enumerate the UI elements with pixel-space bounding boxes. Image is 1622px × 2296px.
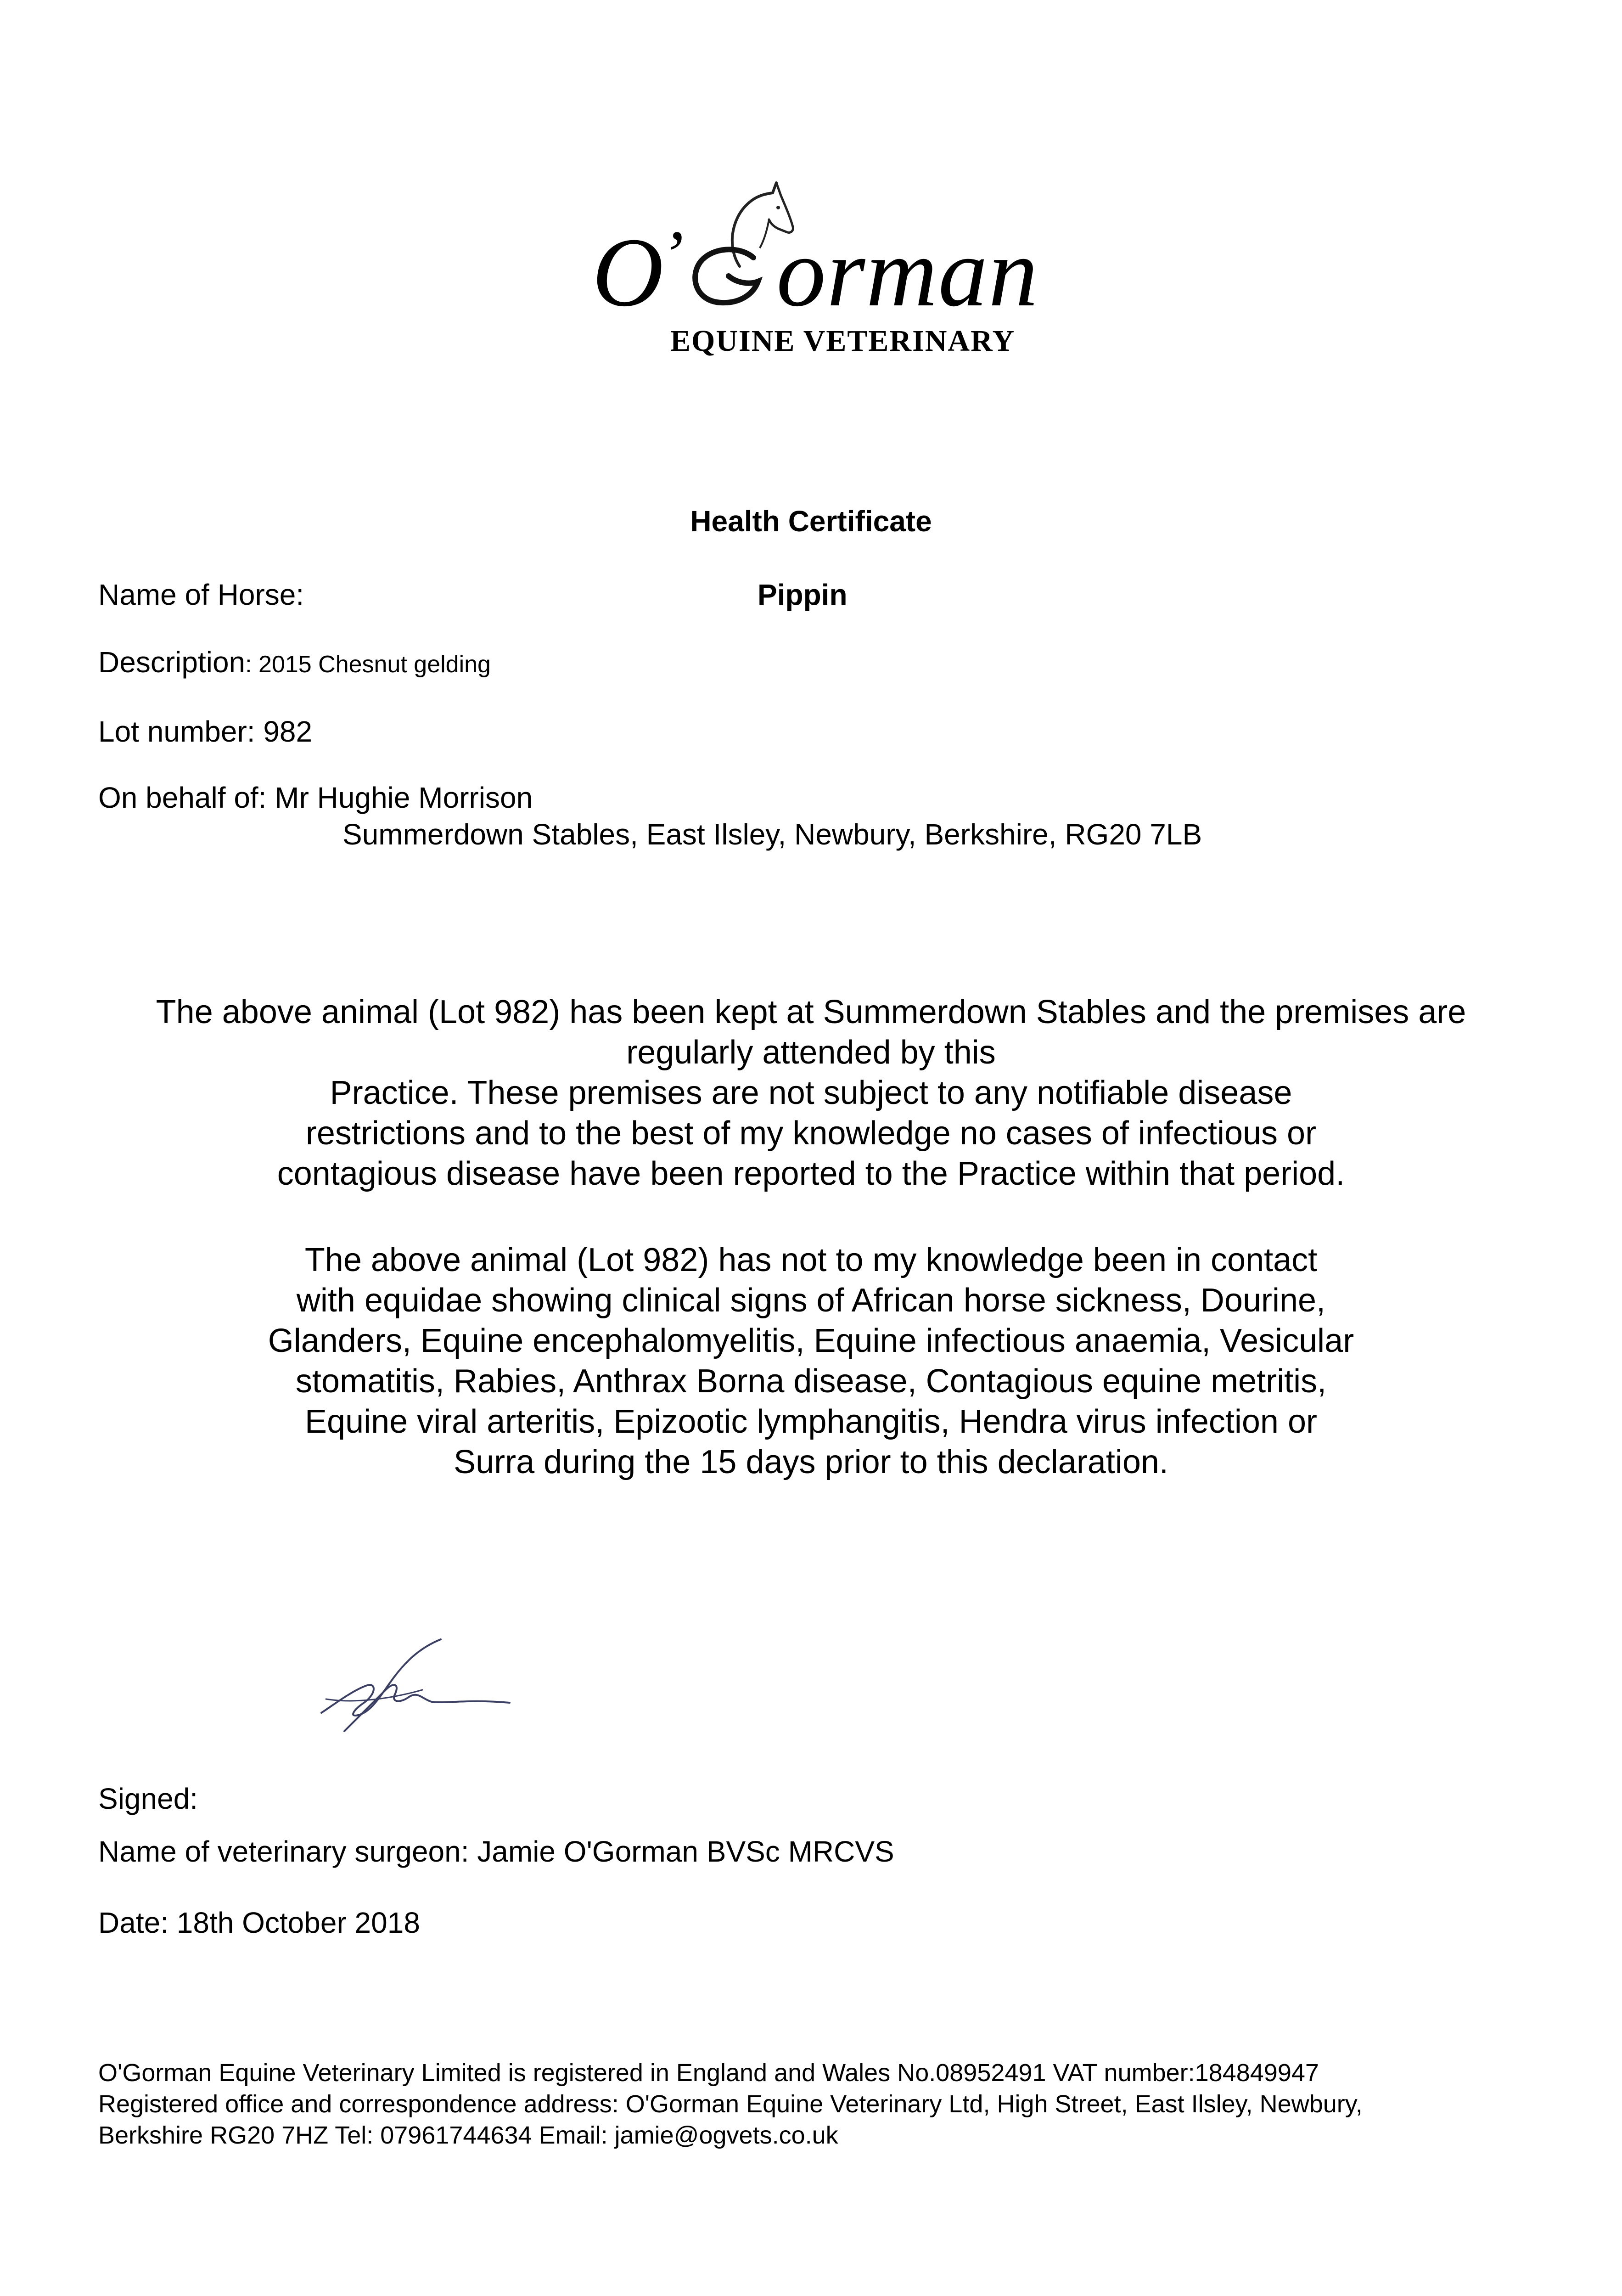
certificate-title: Health Certificate xyxy=(690,505,932,538)
brand-prefix: O xyxy=(592,217,665,327)
description-label: Description xyxy=(98,646,246,679)
on-behalf-of: On behalf of: Mr Hughie Morrison xyxy=(98,781,533,814)
brand-suffix: orman xyxy=(776,217,1039,327)
footer-line: Berkshire RG20 7HZ Tel: 07961744634 Email: jamie@ogvets.co.uk xyxy=(98,2122,838,2149)
paragraph-line: Equine viral arteritis, Epizootic lymphangitis, Hendra virus infection or xyxy=(305,1403,1317,1440)
paragraph-line: stomatitis, Rabies, Anthrax Borna disease, Contagious equine metritis, xyxy=(295,1363,1327,1400)
paragraph-line: The above animal (Lot 982) has not to my knowledge been in contact xyxy=(304,1242,1318,1278)
description-field xyxy=(98,645,491,679)
signed-label: Signed: xyxy=(98,1782,198,1815)
veterinary-surgeon-name: Name of veterinary surgeon: Jamie O'Gorman BVSc MRCVS xyxy=(98,1835,894,1868)
company-footer xyxy=(98,2057,1363,2151)
paragraph-line: Practice. These premises are not subject to any notifiable disease xyxy=(330,1075,1292,1111)
stylized-g-icon xyxy=(685,244,776,308)
paragraph-line: Glanders, Equine encephalomyelitis, Equine infectious anaemia, Vesicular xyxy=(268,1322,1354,1359)
lot-number: Lot number: 982 xyxy=(98,715,313,748)
description-value: : 2015 Chesnut gelding xyxy=(245,651,491,678)
paragraph-line: The above animal (Lot 982) has been kept at Summerdown Stables and the premises are xyxy=(156,994,1466,1030)
declaration-paragraph-1 xyxy=(0,992,1622,1194)
paragraph-line: restrictions and to the best of my knowledge no cases of infectious or xyxy=(305,1115,1317,1152)
owner-address: Summerdown Stables, East Ilsley, Newbury, Berkshire, RG20 7LB xyxy=(342,818,1202,851)
certificate-date: Date: 18th October 2018 xyxy=(98,1906,420,1939)
horse-name-value: Pippin xyxy=(758,578,847,611)
brand-wordmark xyxy=(592,217,1039,327)
paragraph-line: regularly attended by this xyxy=(626,1034,996,1071)
footer-line: O'Gorman Equine Veterinary Limited is registered in England and Wales No.08952491 VAT number:184849947 xyxy=(98,2059,1319,2087)
company-logo xyxy=(592,179,1042,372)
brand-apostrophe: ’ xyxy=(661,217,685,293)
horse-name-label: Name of Horse: xyxy=(98,578,304,611)
paragraph-line: with equidae showing clinical signs of African horse sickness, Dourine, xyxy=(296,1282,1326,1319)
handwritten-signature xyxy=(308,1635,523,1736)
paragraph-line: contagious disease have been reported to the Practice within that period. xyxy=(277,1155,1345,1192)
footer-line: Registered office and correspondence address: O'Gorman Equine Veterinary Ltd, High Street, East Ilsley, Newbury, xyxy=(98,2090,1363,2118)
declaration-paragraph-2 xyxy=(0,1240,1622,1482)
brand-tagline: EQUINE VETERINARY xyxy=(670,324,1016,358)
paragraph-line: Surra during the 15 days prior to this declaration. xyxy=(454,1444,1168,1480)
